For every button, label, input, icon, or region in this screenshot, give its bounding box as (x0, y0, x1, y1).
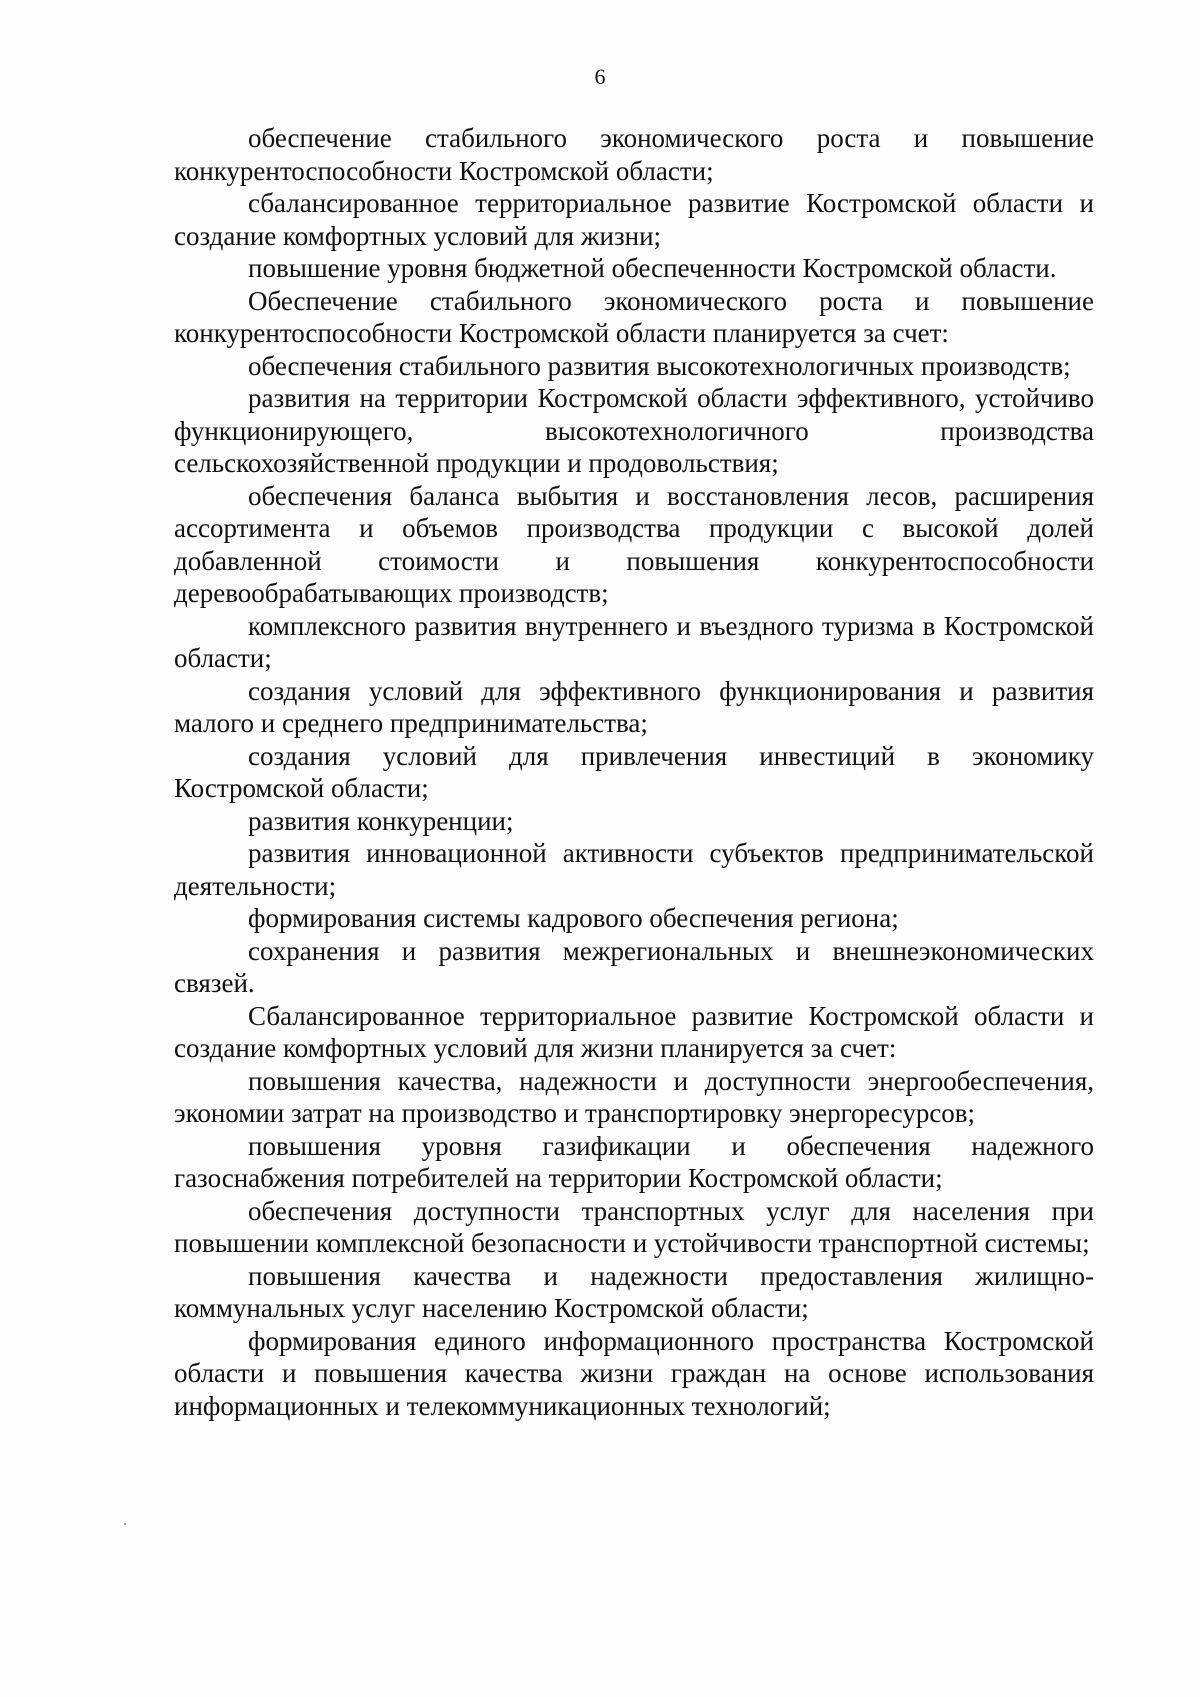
paragraph: Сбалансированное территориальное развитие Костромской области и создание комфортных условий для жизни планируется за счет: (174, 1000, 1094, 1063)
paragraph: создания условий для привлечения инвестиций в экономику Костромской области; (174, 740, 1094, 803)
paragraph: повышения уровня газификации и обеспечения надежного газоснабжения потребителей на территории Костромской области; (174, 1130, 1094, 1193)
paragraph: повышение уровня бюджетной обеспеченности Костромской области. (248, 253, 1057, 283)
paragraph: обеспечение стабильного экономического роста и повышение конкурентоспособности Костромской области; (174, 123, 1094, 186)
document-body (174, 122, 1094, 1422)
paragraph: сохранения и развития межрегиональных и внешнеэкономических связей. (174, 935, 1094, 998)
paragraph: обеспечения баланса выбытия и восстановления лесов, расширения ассортимента и объемов производства продукции с высокой долей добавленной стоимости и повышения конкурентоспособности деревообрабатывающих производств; (174, 480, 1094, 608)
scan-speck (124, 1523, 126, 1525)
paragraph: комплексного развития внутреннего и въездного туризма в Костромской области; (174, 610, 1094, 673)
paragraph: повышения качества и надежности предоставления жилищно-коммунальных услуг населению Костромской области; (174, 1260, 1094, 1323)
paragraph: формирования единого информационного пространства Костромской области и повышения качества жизни граждан на основе использования информационных и телекоммуникационных технологий; (174, 1325, 1094, 1421)
paragraph: Обеспечение стабильного экономического роста и повышение конкурентоспособности Костромской области планируется за счет: (174, 285, 1094, 348)
paragraph: сбалансированное территориальное развитие Костромской области и создание комфортных условий для жизни; (174, 188, 1094, 251)
paragraph: создания условий для эффективного функционирования и развития малого и среднего предпринимательства; (174, 675, 1094, 738)
paragraph: повышения качества, надежности и доступности энергообеспечения, экономии затрат на производство и транспортировку энергоресурсов; (174, 1065, 1094, 1128)
paragraph: развития инновационной активности субъектов предпринимательской деятельности; (174, 838, 1094, 901)
paragraph: формирования системы кадрового обеспечения региона; (248, 903, 899, 933)
paragraph: обеспечения доступности транспортных услуг для населения при повышении комплексной безопасности и устойчивости транспортной системы; (174, 1195, 1094, 1258)
paragraph: развития конкуренции; (248, 805, 514, 836)
paragraph: развития на территории Костромской области эффективного, устойчиво функционирующего, высокотехнологичного производства сельскохозяйственной продукции и продовольствия; (174, 383, 1094, 478)
paragraph: обеспечения стабильного развития высокотехнологичных производств; (248, 350, 1071, 381)
page-number: 6 (594, 64, 606, 89)
